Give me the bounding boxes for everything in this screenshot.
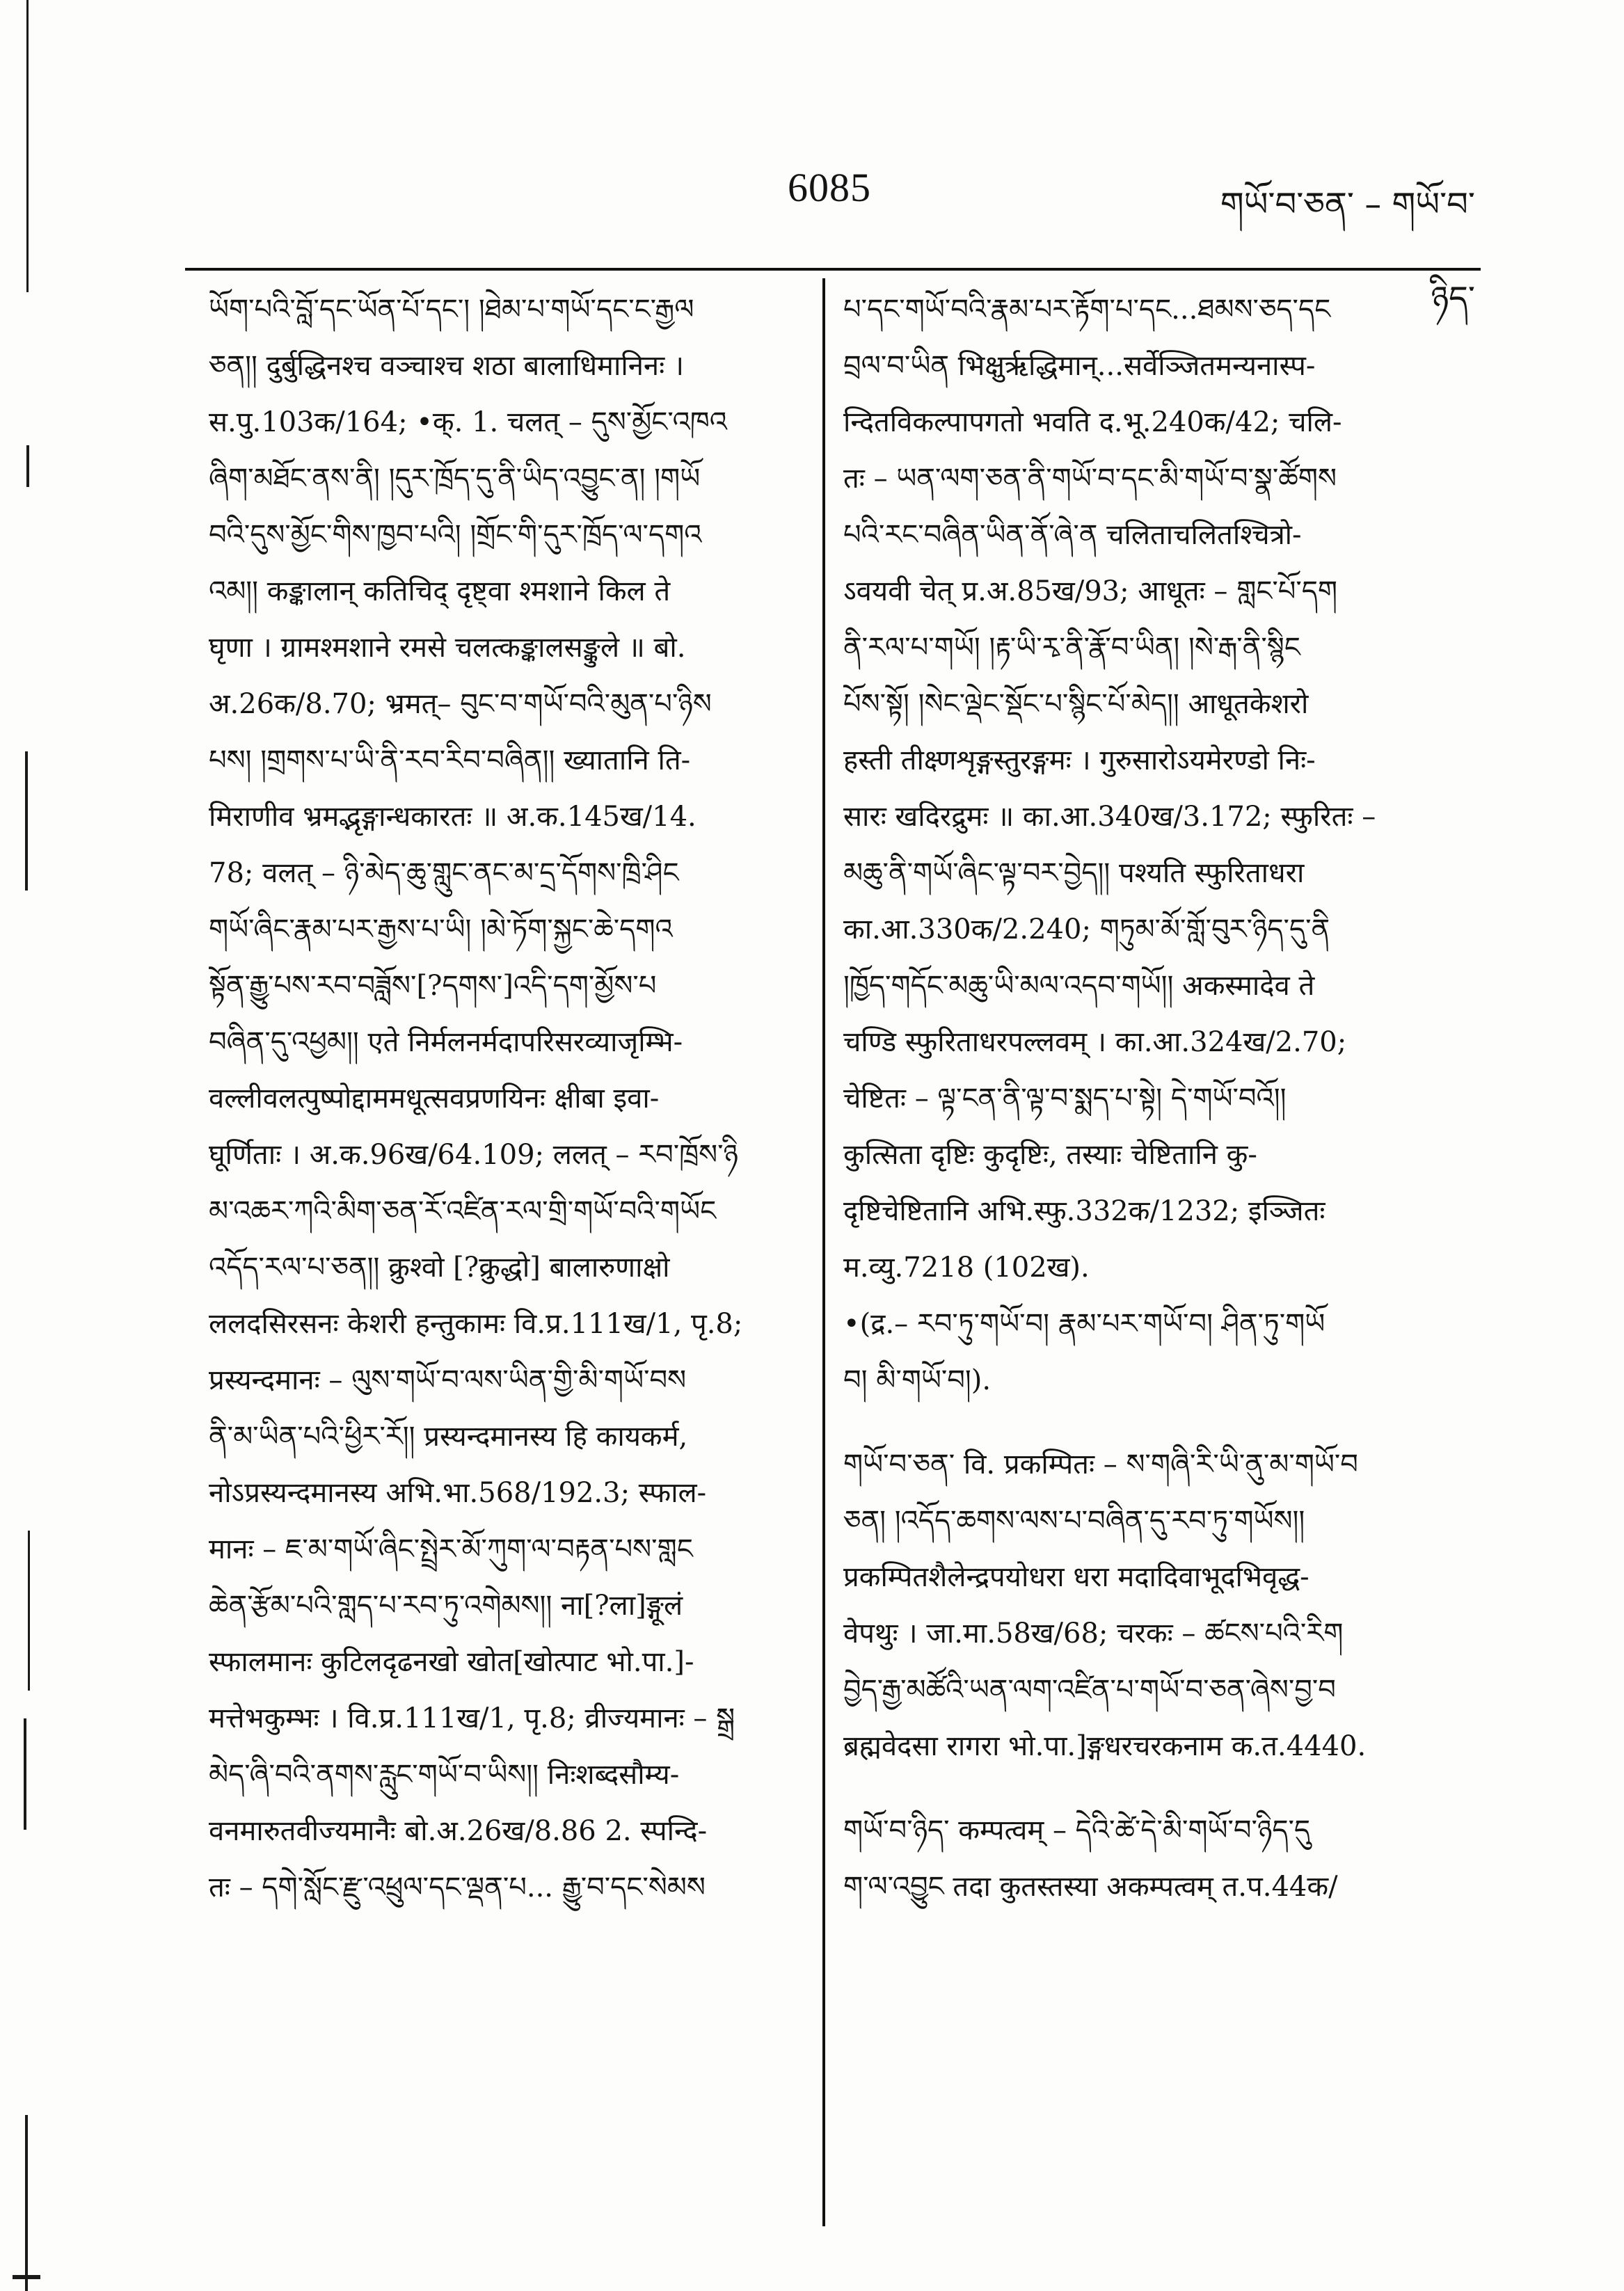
text-line: नोऽप्रस्यन्दमानस्य अभि.भा.568/192.3; स्फाल- — [209, 1477, 707, 1509]
text-line: པས། །གྲགས་པ་ཡི་ནི་རབ་རིབ་བཞིན།། ख्यातानि ति- — [209, 744, 691, 776]
text-line: ཡོག་པའི་བློ་དང་ཡོན་པོ་དང་། །ཐེམ་པ་གཡོ་དང་ང་རྒྱལ — [209, 294, 694, 326]
text-line: सारः खदिरद्रुमः ॥ का.आ.340ख/3.172; स्फुरितः – — [843, 801, 1376, 833]
text-line: བྲལ་བ་ཡིན भिक्षुर्ऋद्धिमान्...सर्वेञ्जितमन्यनास्प- — [843, 350, 1316, 382]
text-line: स.पु.103क/164; •क्. 1. चलत् – དུས་མྱོང་འཁའ — [209, 406, 727, 438]
text-line: གཡོ་བ་ཅན་ वि. प्रकम्पितः – ས་གཞི་རི་ཡི་ནུ་མ་གཡོ་བ — [843, 1448, 1358, 1480]
text-line: दृष्टिचेष्टितानि अभि.स्फु.332क/1232; इञ्जितः — [843, 1195, 1326, 1227]
text-line: པ་དང་གཡོ་བའི་རྣམ་པར་རྟོག་པ་དང...ཐམས་ཅད་དང — [843, 294, 1331, 326]
text-line: བཞིན་དུ་འཕྱམ།། एते निर्मलनर्मदापरिसरव्याजृम्भि- — [209, 1026, 683, 1058]
column-divider — [822, 278, 825, 2226]
text-line: घूर्णिताः । अ.क.96ख/64.109; ललत् – རབ་ཁྲོས་ཉི — [209, 1139, 738, 1171]
text-line: ऽवयवी चेत् प्र.अ.85ख/93; आधूतः – གླང་པོ་དག — [843, 575, 1338, 607]
text-line: स्फालमानः कुटिलदृढनखो खोत[खोत्पाट भो.पा.]- — [209, 1646, 694, 1678]
text-line: གཡོ་བ་ཉིད་ कम्पत्वम् – དེའི་ཚེ་དེ་མི་གཡོ་བ་ཉིད་དུ — [843, 1814, 1311, 1846]
text-line: ནི་རལ་པ་གཡོ། །རྟ་ཡི་རྭ་ནི་རྣོ་བ་ཡིན། །སེ་རྒ་ནི་སྙིང — [843, 632, 1300, 664]
text-line: གཡོ་ཞིང་རྣམ་པར་རྒྱས་པ་ཡི། །མེ་ཏོག་སྐྱང་ཆེ་དགའ — [209, 913, 673, 945]
scan-edge-mark — [28, 1531, 30, 1691]
text-line: वल्लीवलत्पुष्पोद्दाममधूत्सवप्रणयिनः क्षीबा इवा- — [209, 1083, 660, 1115]
text-line: ཅན།། दुर्बुद्धिनश्च वञ्चाश्च शठा बालाधिमानिनः । — [209, 350, 685, 382]
scan-edge-mark — [25, 751, 28, 891]
text-line: चण्डि स्फुरिताधरपल्लवम् । का.आ.324ख/2.70; — [843, 1026, 1347, 1058]
text-line: པོས་སྟོ། །སེང་ལྡེང་སྡོང་པ་སྙིང་པོ་མེད།། आधूतकेशरो — [843, 688, 1309, 720]
text-line: འམ།། कङ्कालान् कतिचिद् दृष्ट्वा श्मशाने किल ते — [209, 575, 671, 607]
text-line: འདོད་རལ་པ་ཅན།། क्रुश्वो [?क्रुद्धो] बालारुणाक्षो — [209, 1252, 670, 1284]
text-line: །ཁྱོད་གདོང་མཆུ་ཡི་མལ་འདབ་གཡོ།། अकस्मादेव ते — [843, 970, 1315, 1002]
text-line: བྱེད་རྒྱ་མཚོའི་ཡན་ལག་འཛིན་པ་གཡོ་བ་ཅན་ཞེས་བྱ་བ — [843, 1674, 1336, 1706]
scan-edge-mark — [26, 0, 29, 292]
text-line: བའི་དུས་མྱོང་གིས་ཁྱབ་པའི། །གྲོང་གི་དུར་ཁྲོད་ལ་དགའ — [209, 519, 702, 551]
text-line: སྟོན་རྒྱུ་པས་རབ་བཟློས་[?དགས་]འདི་དག་མྱོས་པ — [209, 970, 657, 1002]
page-number: 6085 — [788, 165, 871, 210]
text-line: का.आ.330क/2.240; གཏུམ་མོ་གློ་བུར་ཉིད་དུ་ནི — [843, 913, 1330, 945]
scan-edge-mark — [25, 2115, 28, 2291]
text-line: 78; वलत् – ཉི་མེད་ཆུ་གླུང་ནང་མ་དྲ་དོགས་ཁྲི་ཤིང — [209, 857, 679, 889]
text-line: ཆེན་རྩོམ་པའི་གླད་པ་རབ་ཏུ་འགེམས།། ना[?ला]ङ्गूलं — [209, 1590, 683, 1622]
header-rule — [185, 268, 1481, 271]
text-line: མེད་ཞི་བའི་ནགས་རླུང་གཡོ་བ་ཡིས།། निःशब्दसौम्य- — [209, 1759, 680, 1791]
text-line: •(द्र.– རབ་ཏུ་གཡོ་བ། རྣམ་པར་གཡོ་བ། ཤིན་ཏུ་གཡོ — [843, 1308, 1326, 1340]
text-line: ཞིག་མཐོང་ནས་ནི། །དུར་ཁྲོད་དུ་ནི་ཡིད་འབྱུང་ན། །གཡོ — [209, 463, 701, 495]
left-column — [209, 282, 800, 2230]
right-column — [843, 282, 1476, 2230]
text-line: ललदसिरसनः केशरी हन्तुकामः वि.प्र.111ख/1, पृ.8; — [209, 1308, 743, 1340]
text-line: हस्ती तीक्ष्णशृङ्गस्तुरङ्गमः । गुरुसारोऽयमेरण्डो निः- — [843, 744, 1316, 776]
text-line: मत्तेभकुम्भः । वि.प्र.111ख/1, पृ.8; व्रीज्यमानः – སྒྲ — [209, 1702, 735, 1734]
scan-edge-mark — [24, 1718, 26, 1830]
text-line: ཅན། །འདོད་ཆགས་ལས་པ་བཞིན་དུ་རབ་ཏུ་གཡོས།། — [843, 1505, 1305, 1537]
entry-separator — [843, 1775, 1476, 1803]
entry-separator — [843, 1409, 1476, 1437]
text-line: ག་ལ་འབྱུང तदा कुतस्तस्या अकम्पत्वम् त.प.44क/ — [843, 1871, 1338, 1903]
text-line: कुत्सिता दृष्टिः कुदृष्टिः, तस्याः चेष्टितानि कु- — [843, 1139, 1257, 1171]
text-line: घृणा । ग्रामश्मशाने रमसे चलत्कङ्कालसङ्कुले ॥ बो. — [209, 632, 686, 664]
text-line: म.व्यु.7218 (102ख). — [843, 1252, 1090, 1284]
text-line: चेष्टितः – ལྟ་ངན་ནི་ལྟ་བ་སྨད་པ་སྟེ། དེ་གཡོ་བའོ།། — [843, 1083, 1287, 1115]
scan-edge-mark — [13, 2275, 40, 2279]
running-head: གཡོ་བ་ཅན་ – གཡོ་བ་ཉིད་ — [1220, 185, 1475, 318]
text-line: ब्रह्मवेदसा रागरा भो.पा.]ङ्गधरचरकनाम क.त.4440. — [843, 1730, 1367, 1762]
text-line: तः – ཡན་ལག་ཅན་ནི་གཡོ་བ་དང་མི་གཡོ་བ་སྣ་ཚོགས — [843, 463, 1337, 495]
text-line: न्दितविकल्पापगतो भवति द.भू.240क/42; चलि- — [843, 406, 1342, 438]
text-line: मिराणीव भ्रमद्भृङ्गान्धकारतः ॥ अ.क.145ख/14. — [209, 801, 696, 833]
text-line: वनमारुतवीज्यमानैः बो.अ.26ख/8.86 2. स्पन्दि- — [209, 1815, 708, 1847]
scan-edge-mark — [26, 445, 29, 487]
text-line: མ་འཆར་ཀའི་མིག་ཅན་རོ་འཛིན་རལ་གྲི་གཡོ་བའི་གཡོང — [209, 1195, 717, 1227]
text-line: མཆུ་ནི་གཡོ་ཞིང་ལྟ་བར་བྱེད།། पश्यति स्फुरिताधरा — [843, 857, 1305, 889]
text-line: པའི་རང་བཞིན་ཡིན་ནོ་ཞེ་ན चलिताचलितश्चित्रो- — [843, 519, 1302, 551]
text-line: तः – དགེ་སློང་རྫུ་འཕྲུལ་དང་ལྡན་པ... རྒྱུ་བ་དང་སེམས — [209, 1871, 706, 1903]
text-line: वेपथुः । जा.मा.58ख/68; चरकः – ཚངས་པའི་རིག — [843, 1618, 1344, 1650]
text-line: मानः – ཇ་མ་གཡོ་ཞིང་སྤྲེར་མོ་ཀུག་ལ་བརྟན་པས་གླང — [209, 1533, 693, 1565]
text-line: བ། མི་གཡོ་བ།). — [843, 1364, 992, 1396]
text-line: ནི་མ་ཡིན་པའི་ཕྱིར་རོ།། प्रस्यन्दमानस्य हि कायकर्म, — [209, 1421, 688, 1453]
text-line: प्रकम्पितशैलेन्द्रपयोधरा धरा मदादिवाभूदभिवृद्ध- — [843, 1561, 1309, 1593]
text-line: अ.26क/8.70; भ्रमत्– བུང་བ་གཡོ་བའི་མུན་པ་ཉིས — [209, 688, 712, 720]
text-line: प्रस्यन्दमानः – ལུས་གཡོ་བ་ལས་ཡིན་གྱི་མི་གཡོ་བས — [209, 1364, 687, 1396]
